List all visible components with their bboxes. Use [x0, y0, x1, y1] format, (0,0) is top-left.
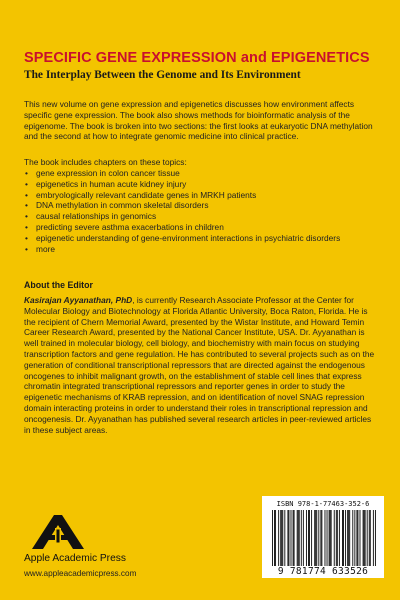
barcode-number: 9 781774 633526	[277, 566, 369, 577]
book-title: SPECIFIC GENE EXPRESSION and EPIGENETICS	[24, 50, 370, 66]
list-item: • epigenetics in human acute kidney injury	[24, 179, 379, 190]
list-item: • DNA methylation in common skeletal disorders	[24, 200, 379, 211]
list-item: • embryologically relevant candidate genes in MRKH patients	[24, 190, 379, 201]
apple-academic-press-logo-icon	[28, 511, 88, 551]
isbn-label: ISBN 978-1-77463-352-6	[276, 500, 370, 508]
list-item: • predicting severe asthma exacerbations in children	[24, 222, 379, 233]
editor-bio	[24, 295, 379, 435]
publisher-name: Apple Academic Press	[24, 553, 126, 564]
intro-paragraph: This new volume on gene expression and epigenetics discusses how environment affects specific gene expression. The book also shows methods for bioinformatic analysis of the epigenome. The book is broken into two sections: the first looks at eukaryotic DNA methylation and the second at how to integrate genomic medicine into clinical practice.	[24, 99, 373, 142]
barcode	[262, 496, 384, 578]
barcode-bars	[272, 510, 376, 566]
list-item: • causal relationships in genomics	[24, 211, 379, 222]
editor-bio-text: , is currently Research Associate Professor at the Center for Molecular Biology and Biotechnology at Florida Atlantic University, Boca Raton, Florida. He is the recipient of Chern Memorial Award, presented by the Wistar Institute, and Howard Temin Career Research Award, presented by the National Cancer Institute, USA. Dr. Ayyanathan is well trained in molecular biology, cell biology, and biochemistry with main focus on studying transcription factors and gene regulation. He has contributed to several projects such as on the generation of conditional transcriptional repressors that are directed against the endogenous oncogenes to inhibit malignant growth, on the establishment of stable cell lines that express chromatin integrated transcriptional repressors and reporter genes in order to study the epigenetic mechanisms of KRAB repression, and on identification of novel SNAG repression domain interacting proteins in order to understand their roles in transcriptional repression and oncogenesis. Dr. Ayyanathan has published several research articles in peer-reviewed articles in these subject areas.	[24, 295, 375, 435]
editor-name: Kasirajan Ayyanathan, PhD	[24, 295, 133, 305]
list-item: • more	[24, 244, 379, 255]
book-subtitle: The Interplay Between the Genome and Its Environment	[24, 69, 301, 81]
about-editor-heading: About the Editor	[24, 280, 93, 290]
list-item: • gene expression in colon cancer tissue	[24, 168, 379, 179]
topics-list	[24, 168, 379, 254]
topics-lead: The book includes chapters on these topics:	[24, 157, 187, 167]
publisher-url: www.appleacademicpress.com	[24, 569, 137, 578]
list-item: • epigenetic understanding of gene-environment interactions in psychiatric disorders	[24, 233, 379, 244]
